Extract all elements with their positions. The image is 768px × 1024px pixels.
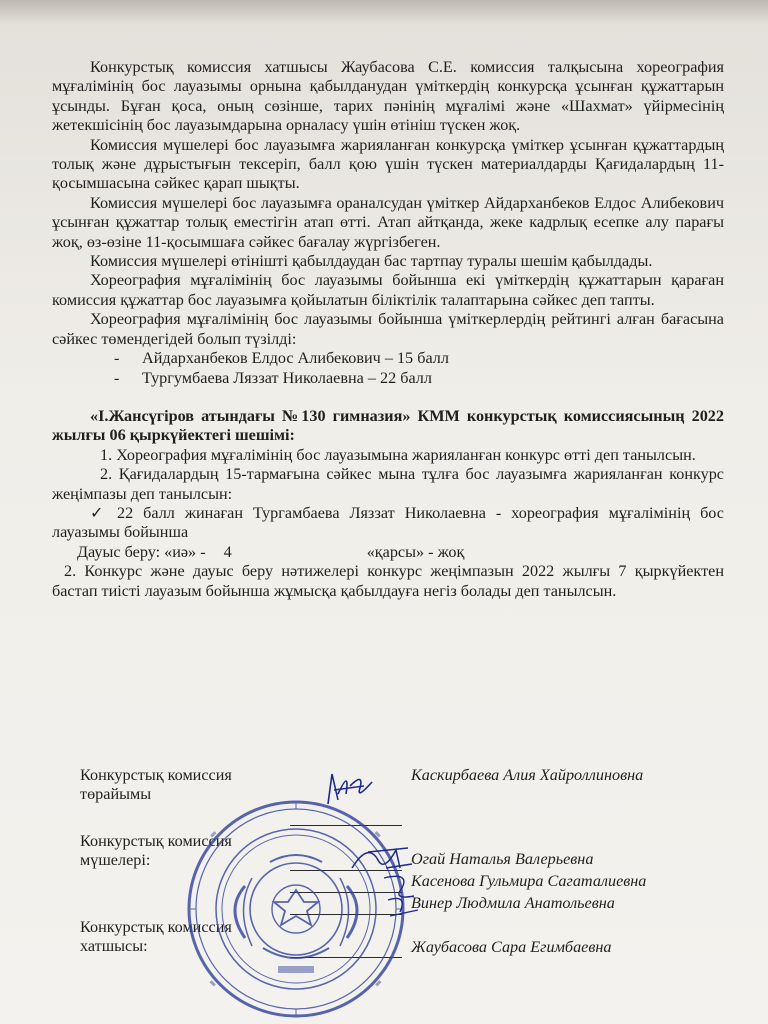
decision-heading: «І.Жансүгіров атындағы №130 гимназия» КММ конкурстық комиссиясының 2022 жылғы 06 қыркүйектегі шешімі:: [52, 406, 724, 445]
paragraph-5: Хореография мұғалімінің бос лауазымы бойынша екі үміткердің құжаттарын қараған комиссия құжаттар бос лауазымға қойылатын біліктілік талаптарына сәйкес деп тапты.: [52, 271, 724, 309]
chair-name: Каскирбаева Алия Хайроллиновна: [411, 766, 644, 784]
member-name-1: Огай Наталья Валерьевна: [411, 850, 594, 868]
paragraph-2: Комиссия мүшелері бос лауазымға жарияланған конкурсқа үміткер ұсынған құжаттардың толық және дұрыстығын тексеріп, балл қою үшін түскен материалдарды Қағидалардың 11-қосымшасына сәйкес қарап шықты.: [52, 135, 724, 193]
chair-signature: [320, 764, 380, 810]
member-name-2: Касенова Гульмира Сагаталиевна: [411, 872, 647, 890]
paragraph-3: Комиссия мүшелері бос лауазымға ораналсудан үміткер Айдарханбеков Елдос Алибекович ұсынған құжаттар толық еместігін атап өтті. Атап айтқанда, жеке кадрлық есепке алу парағы жоқ, өз-өзіне 11-қосымшаға сәйкес бағалау жүргізбеген.: [52, 193, 724, 251]
official-seal: [185, 798, 407, 1020]
candidate-item: - Айдарханбеков Елдос Алибекович – 15 балл: [114, 349, 449, 368]
paragraph-1: Конкурстық комиссия хатшысы Жаубасова С.Е. комиссия талқысына хореография мұғалімінің бос лауазымы орнына қабылданудан үміткердің конкурсқа ұсынған құжаттарын ұсынды. Бұған қоса, оның сөзінше, тарих пәнінің мұғалімі және «Шахмат» үйірмесінің жетекшісінің бос лауазымдарына орналасу үшін өтініш түскен жоқ.: [52, 58, 724, 135]
decision-item-3: 2. Конкурс және дауыс беру нәтижелері конкурс жеңімпазын 2022 жылғы 7 қыркүйектен бастап тиісті лауазым бойынша жұмысқа қабылдауға негіз болады деп танылсын.: [52, 562, 724, 600]
members-label: Конкурстық комиссия мүшелері:: [80, 832, 232, 870]
document-body: [52, 58, 724, 601]
secretary-name: Жаубасова Сара Егимбаевна: [411, 938, 612, 956]
member-signature: [380, 870, 420, 920]
member-name-3: Винер Людмила Анатольевна: [411, 894, 615, 912]
winner-line: ✓ 22 балл жинаған Тургамбаева Ляззат Николаевна - хореография мұғалімінің бос лауазымы бойынша: [52, 503, 724, 542]
secretary-label: Конкурстық комиссия хатшысы:: [80, 918, 232, 956]
decision-item-2: 2. Қағидалардың 15-тармағына сәйкес мына тұлға бос лауазымға жарияланған конкурс жеңімпазы деп танылсын:: [52, 465, 724, 503]
check-icon: ✓: [90, 503, 104, 522]
candidate-item: - Тургумбаева Ляззат Николаевна – 22 балл: [114, 368, 432, 387]
paragraph-4: Комиссия мүшелері өтінішті қабылдаудан бас тартпау туралы шешім қабылдады.: [90, 252, 653, 271]
decision-item-1: 1. Хореография мұғалімінің бос лауазымына жарияланған конкурс өтті деп танылсын.: [100, 445, 696, 464]
paragraph-6: Хореография мұғалімінің бос лауазымы бойынша үміткерлердің рейтингі алған бағасына сәйкес төмендегідей болып түзілді:: [52, 310, 724, 348]
paper-shadow: [0, 0, 768, 24]
chair-label: Конкурстық комиссия төрайымы: [80, 766, 232, 804]
vote-line: Дауыс беру: «иә» - 4 «қарсы» - жоқ: [77, 542, 465, 561]
